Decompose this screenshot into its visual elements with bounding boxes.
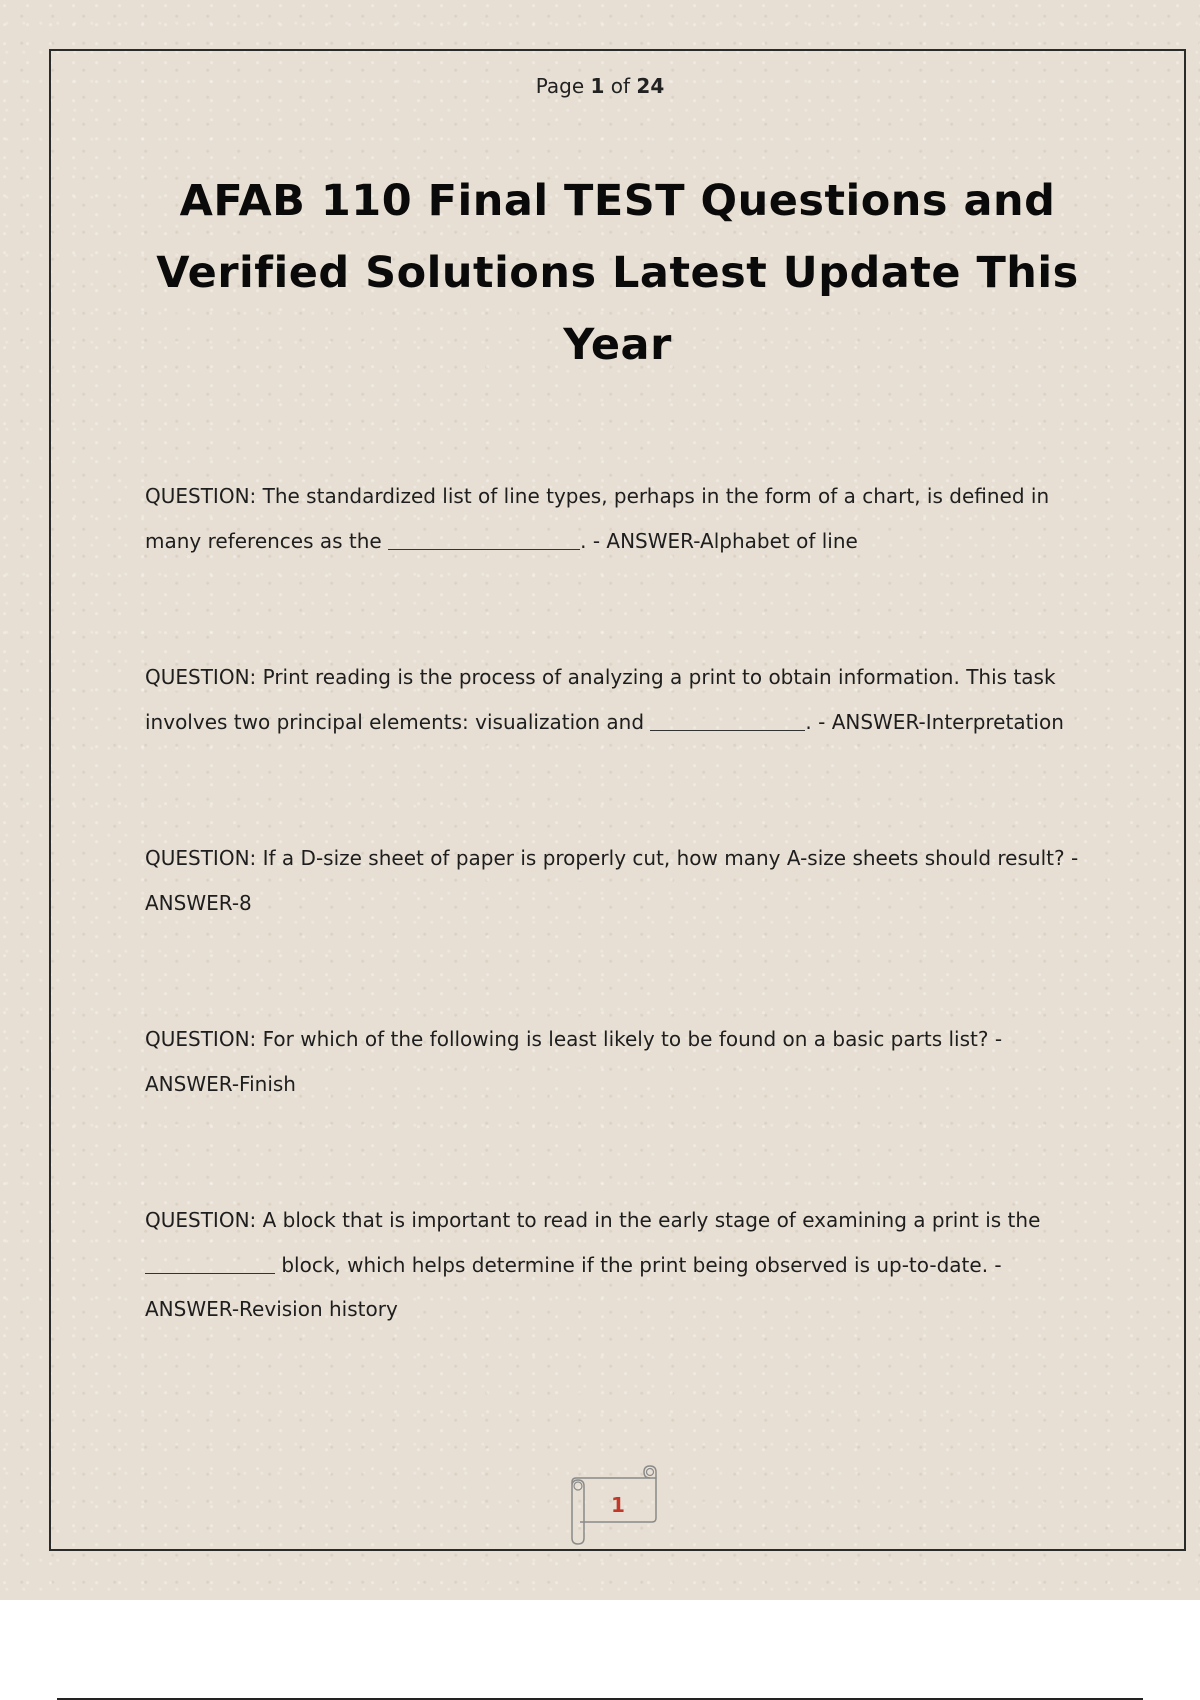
question-item-3: QUESTION: If a D-size sheet of paper is properly cut, how many A-size sheets should result? - ANSWER-8 [145, 846, 1079, 915]
current-page: 1 [590, 74, 605, 98]
question-answer: . - ANSWER-Alphabet of line [580, 528, 858, 553]
question-text: QUESTION: A block that is important to read in the early stage of examining a print is the [145, 1208, 1041, 1232]
page-indicator [0, 74, 1200, 98]
document-title: AFAB 110 Final TEST Questions and Verified Solutions Latest Update This Year [156, 176, 1079, 370]
page-prefix: Page [535, 74, 585, 98]
question-item-5 [145, 1198, 1100, 1332]
fill-in-blank [388, 548, 580, 550]
fill-in-blank [650, 729, 805, 731]
question-answer: . - ANSWER-Interpretation [805, 709, 1064, 734]
footer-page-number: 1 [611, 1493, 625, 1517]
question-item-2 [145, 655, 1100, 744]
question-item-1 [145, 474, 1100, 563]
question-answer: block, which helps determine if the print being observed is up-to-date. - ANSWER-Revision history [145, 1252, 1002, 1321]
fill-in-blank [145, 1272, 275, 1274]
question-text: QUESTION: The standardized list of line types, perhaps in the form of a chart, is defined in many references as the [145, 484, 1050, 553]
question-item-4: QUESTION: For which of the following is least likely to be found on a basic parts list? - ANSWER-Finish [145, 1027, 1003, 1096]
page-of-label: of [610, 74, 631, 98]
question-text: QUESTION: Print reading is the process of analyzing a print to obtain information. This task involves two principal elements: visualization and [145, 665, 1056, 734]
total-pages: 24 [636, 74, 665, 98]
